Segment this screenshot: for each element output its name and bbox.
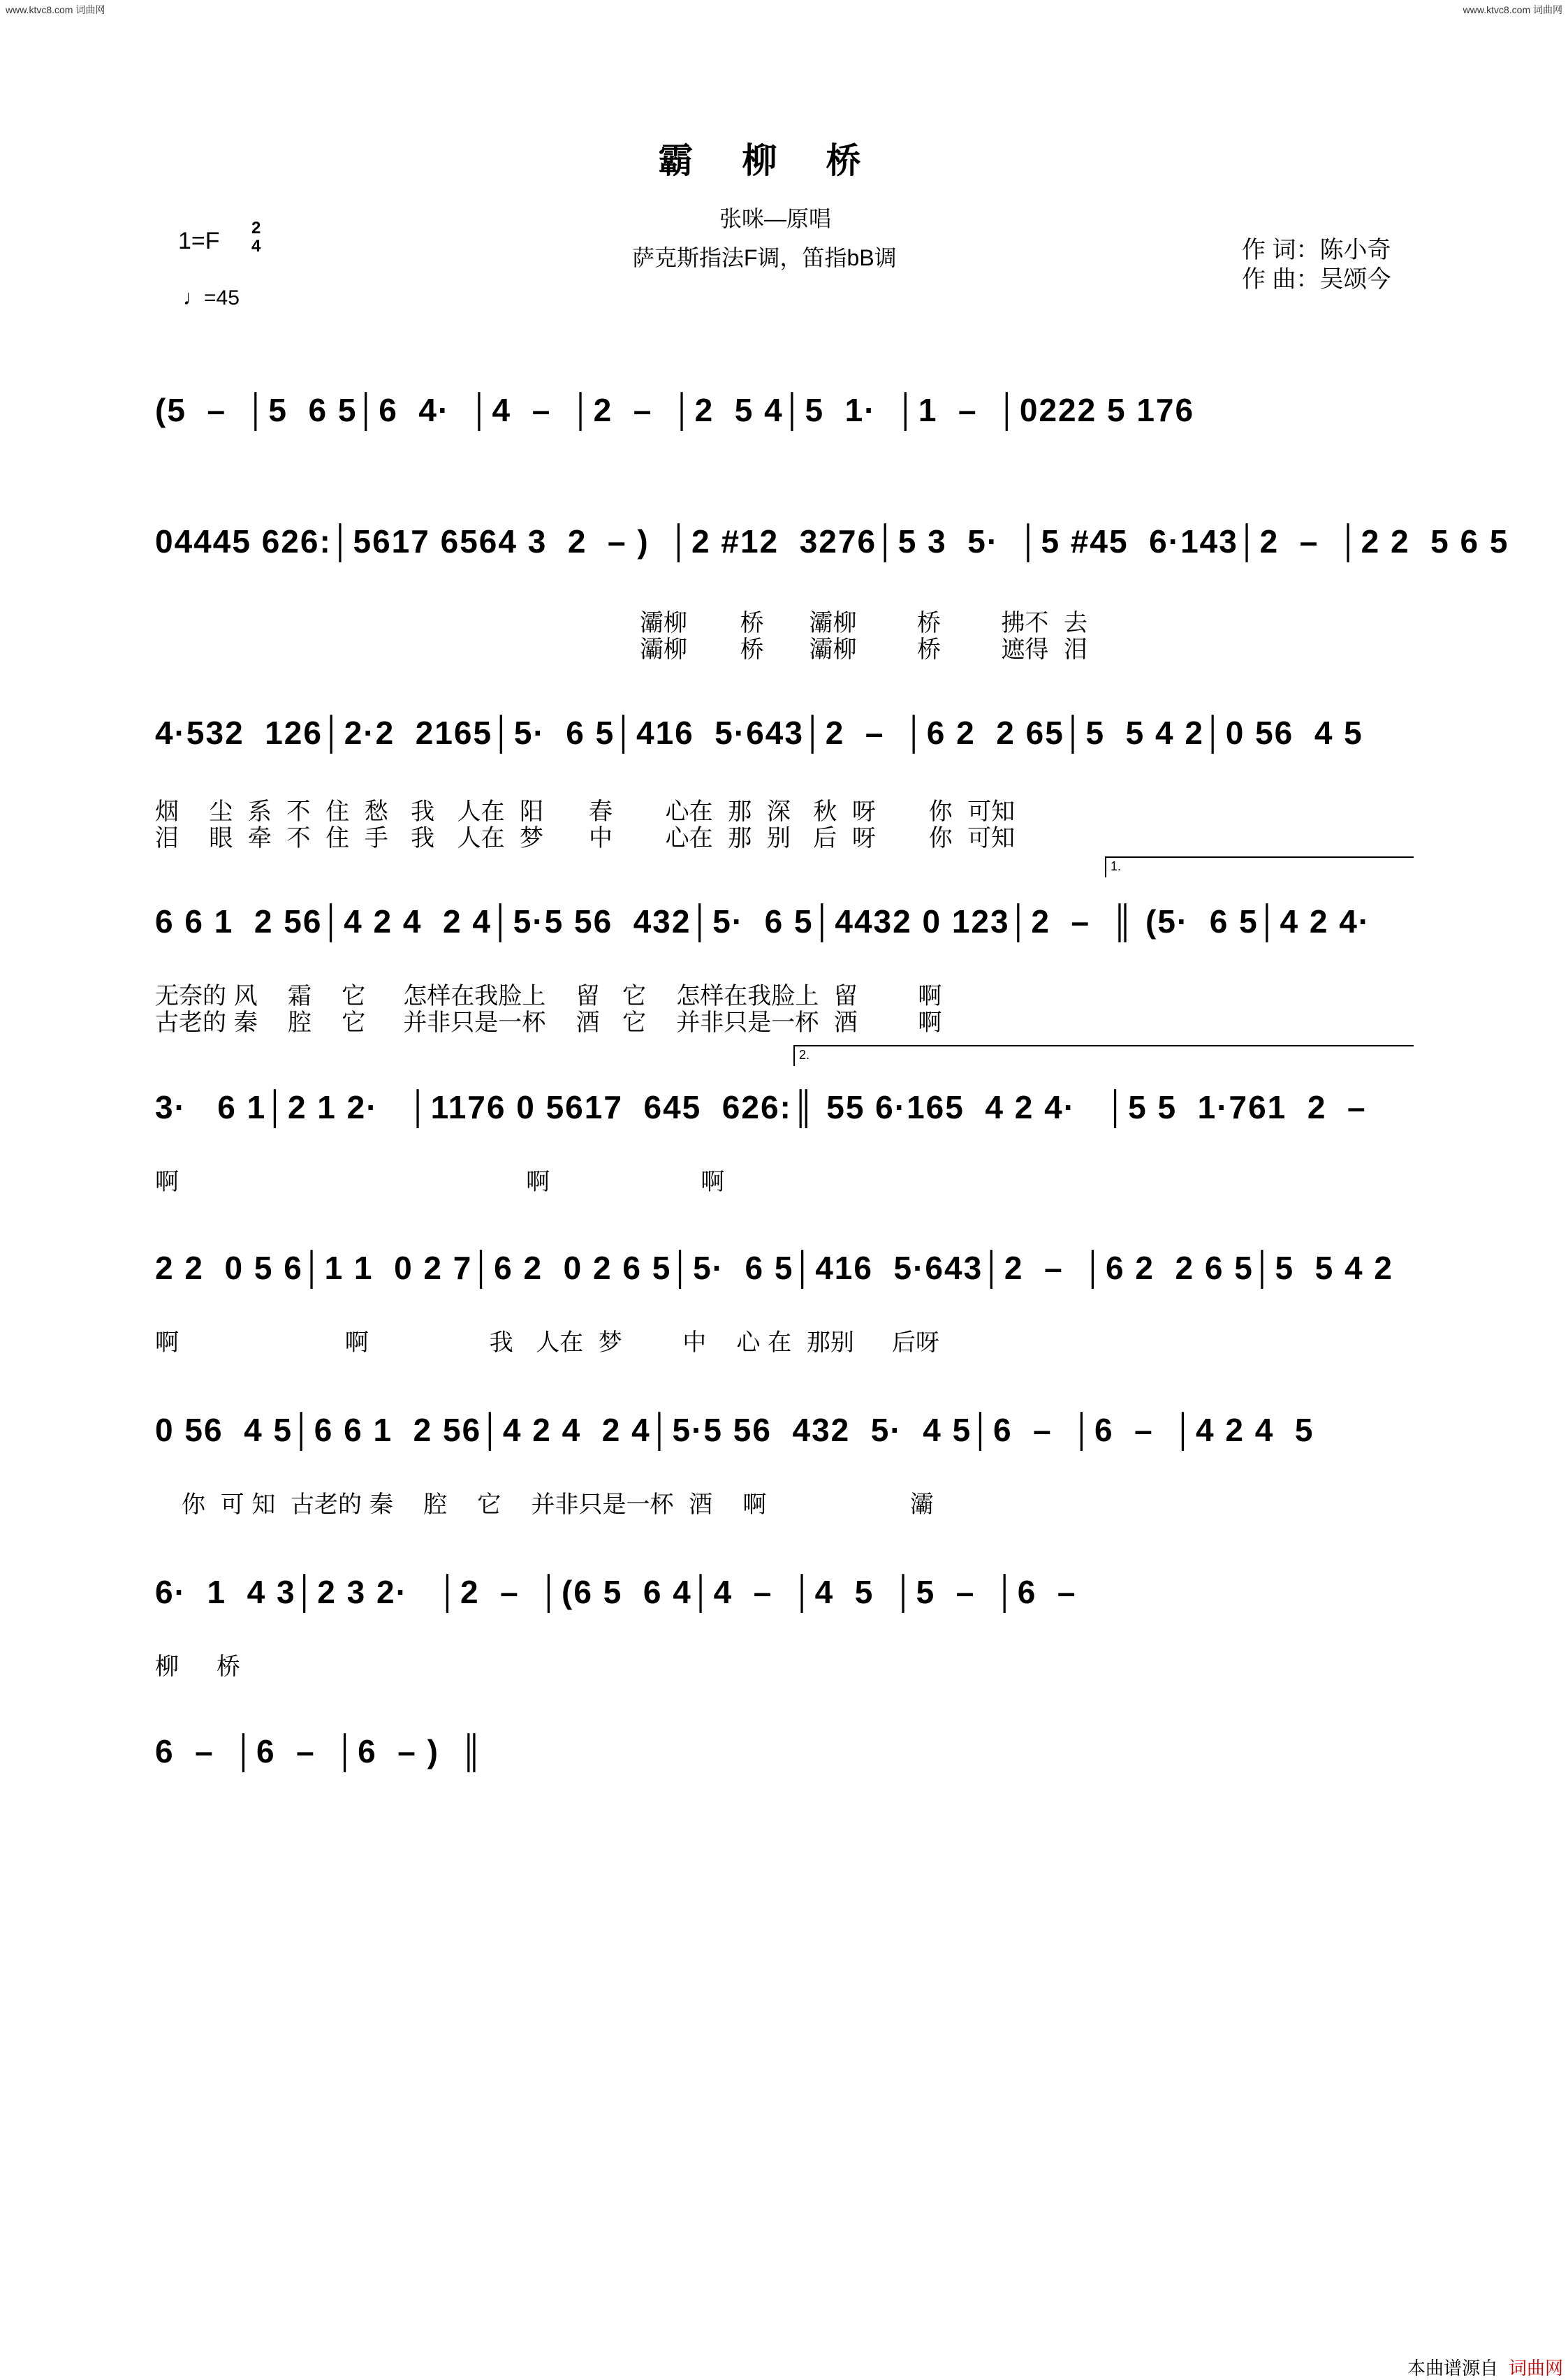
song-title: 霸柳桥 [658, 141, 910, 180]
lyrics-system-3-verse-2: 泪 眼 牵 不 住 手 我 人在 梦 中 心在 那 别 后 呀 你 可知 [155, 824, 1016, 852]
lyricist: 作 词：陈小奇 [1242, 237, 1391, 263]
music-system-7: 0 56 4 5│6 6 1 2 56│4 2 4 2 4│5·5 56 432 5· 4 5│6 – │6 – │4 2 4 5 [155, 1412, 1314, 1448]
first-ending-tick [1105, 856, 1106, 877]
tempo-marking: ♩=45 [183, 286, 240, 309]
time-denominator: 4 [251, 237, 261, 256]
lyrics-system-4-verse-2: 古老的 秦 腔 它 并非只是一杯 酒 它 并非只是一杯 酒 啊 [155, 1009, 942, 1037]
time-signature [251, 219, 261, 256]
original-singer: 张咪—原唱 [719, 206, 832, 231]
lyrics-system-2-verse-1: 灞柳 桥 灞柳 桥 拂不 去 [640, 609, 1088, 637]
fingering-note: 萨克斯指法F调，笛指bB调 [632, 245, 897, 270]
music-system-5: 3· 6 1│2 1 2· │1176 0 5617 645 626:║ 55 6·165 4 2 4· │5 5 1·761 2 – [155, 1089, 1367, 1125]
site-url-right: www.ktvc8.com 词曲网 [1463, 4, 1562, 15]
first-ending-number: 1. [1111, 859, 1122, 873]
site-url-left: www.ktvc8.com 词曲网 [6, 4, 105, 15]
music-system-1: (5 – │5 6 5│6 4· │4 – │2 – │2 5 4│5 1· │1 – │0222 5 176 [155, 392, 1195, 428]
footer-source: 本曲谱源自 [1407, 2358, 1499, 2379]
composer: 作 曲：吴颂今 [1242, 266, 1391, 293]
music-system-6: 2 2 0 5 6│1 1 0 2 7│6 2 0 2 6 5│5· 6 5│416 5·643│2 – │6 2 2 6 5│5 5 4 2 [155, 1250, 1393, 1286]
music-system-9: 6 – │6 – │6 – ) ║ [155, 1733, 485, 1769]
lyrics-system-4-verse-1: 无奈的 风 霜 它 怎样在我脸上 留 它 怎样在我脸上 留 啊 [155, 982, 942, 1010]
lyrics-system-3-verse-1: 烟 尘 系 不 住 愁 我 人在 阳 春 心在 那 深 秋 呀 你 可知 [155, 798, 1016, 826]
second-ending-tick [793, 1045, 795, 1066]
music-system-2: 04445 626:│5617 6564 3 2 – ) │2 #12 3276│5 3 5· │5 #45 6·143│2 – │2 2 5 6 5 [155, 523, 1509, 560]
lyrics-system-8: 柳 桥 [155, 1653, 241, 1681]
time-numerator: 2 [251, 219, 261, 238]
key-signature: 1=F [178, 228, 220, 254]
second-ending-bracket [793, 1045, 1414, 1046]
music-system-8: 6· 1 4 3│2 3 2· │2 – │(6 5 6 4│4 – │4 5 │5 – │6 – [155, 1574, 1077, 1610]
footer-brand[interactable]: 词曲网 [1509, 2358, 1564, 2379]
second-ending-number: 2. [799, 1048, 810, 1062]
lyrics-system-7: 你 可 知 古老的 秦 腔 它 并非只是一杯 酒 啊 灞 [182, 1491, 934, 1519]
music-system-3: 4·532 126│2·2 2165│5· 6 5│416 5·643│2 – │6 2 2 65│5 5 4 2│0 56 4 5 [155, 715, 1363, 751]
lyrics-system-2-verse-2: 灞柳 桥 灞柳 桥 遮得 泪 [640, 636, 1088, 664]
music-system-4: 6 6 1 2 56│4 2 4 2 4│5·5 56 432│5· 6 5│4432 0 123│2 – ║ (5· 6 5│4 2 4· [155, 903, 1371, 940]
first-ending-bracket [1105, 856, 1414, 858]
lyrics-system-6: 啊 啊 我 人在 梦 中 心 在 那别 后呀 [155, 1329, 939, 1357]
lyrics-system-5: 啊 啊 啊 [155, 1168, 725, 1196]
